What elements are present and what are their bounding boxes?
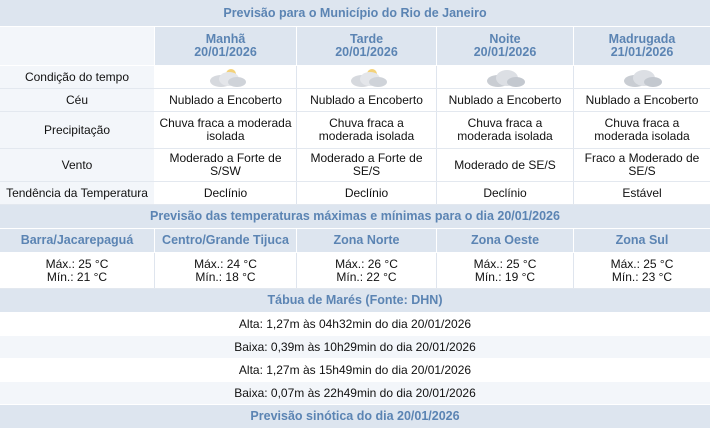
tides-title: Tábua de Marés (Fonte: DHN) xyxy=(0,289,710,312)
precipitacao-value xyxy=(574,112,710,148)
temp-max: Máx.: 26 °C xyxy=(335,256,398,271)
periods-row xyxy=(0,27,710,66)
zone-name: Centro/Grande Tijuca xyxy=(155,229,297,252)
precipitacao-row xyxy=(0,112,710,149)
zone-temps xyxy=(574,253,710,288)
row-label: Céu xyxy=(0,89,155,111)
precipitacao-value xyxy=(155,112,297,148)
temp-max: Máx.: 25 °C xyxy=(610,256,674,271)
weather-icon-cell xyxy=(437,66,574,88)
zones-temps-row xyxy=(0,253,710,289)
temp-min: Mín.: 19 °C xyxy=(474,269,536,284)
value-line: Chuva fraca a xyxy=(604,116,680,130)
period-name: Madrugada xyxy=(608,32,676,46)
temp-min: Mín.: 23 °C xyxy=(611,269,673,284)
vento-row xyxy=(0,149,710,182)
zone-temps xyxy=(155,253,297,288)
tide-entry: Alta: 1,27m às 15h49min do dia 20/01/2026 xyxy=(0,359,710,381)
zone-temps xyxy=(297,253,437,288)
value-line: Moderado a Forte de xyxy=(169,151,282,165)
value-line: SE/S xyxy=(628,164,656,178)
value-line: S/SW xyxy=(210,164,241,178)
value-line: isolada xyxy=(206,129,245,143)
ceu-value: Nublado a Encoberto xyxy=(437,89,574,111)
temps-title-row xyxy=(0,205,710,229)
temp-min: Mín.: 22 °C xyxy=(336,269,397,284)
period-header-manha xyxy=(155,27,297,65)
period-name: Manhã xyxy=(205,32,246,46)
precipitacao-value xyxy=(297,112,437,148)
zone-temps xyxy=(0,253,155,288)
value-line: Chuva fraca a xyxy=(329,116,404,130)
weather-icon-cell xyxy=(297,66,437,88)
cloudy-night-icon xyxy=(482,67,528,87)
tide-entry: Alta: 1,27m às 04h32min do dia 20/01/2026 xyxy=(0,313,710,335)
period-date: 20/01/2026 xyxy=(335,45,398,59)
value-line: Moderado a Forte de xyxy=(310,151,423,165)
sinotica-row xyxy=(0,405,710,429)
vento-value xyxy=(297,149,437,181)
temp-min: Mín.: 21 °C xyxy=(46,269,108,284)
zone-temps xyxy=(437,253,574,288)
ceu-value: Nublado a Encoberto xyxy=(574,89,710,111)
value-line: moderada isolada xyxy=(318,129,415,143)
period-date: 20/01/2026 xyxy=(473,45,537,59)
value-line: Chuva fraca a xyxy=(467,116,543,130)
period-header-tarde xyxy=(297,27,437,65)
tides-title-row xyxy=(0,289,710,313)
temp-min: Mín.: 18 °C xyxy=(195,269,256,284)
tendencia-value: Declínio xyxy=(297,182,437,204)
tide-entry: Baixa: 0,07m às 22h49min do dia 20/01/2026 xyxy=(0,382,710,404)
forecast-title: Previsão para o Município do Rio de Janeiro xyxy=(0,0,710,26)
row-label: Precipitação xyxy=(0,112,155,148)
period-header-madrugada xyxy=(574,27,710,65)
ceu-value: Nublado a Encoberto xyxy=(155,89,297,111)
row-label: Tendência da Temperatura xyxy=(0,182,155,204)
sinotica-title: Previsão sinótica do dia 20/01/2026 xyxy=(0,405,710,428)
zone-name: Zona Oeste xyxy=(437,229,574,252)
tide-row xyxy=(0,336,710,359)
period-date: 21/01/2026 xyxy=(610,45,674,59)
ceu-row xyxy=(0,89,710,112)
period-header-noite xyxy=(437,27,574,65)
tendencia-row xyxy=(0,182,710,205)
temp-max: Máx.: 25 °C xyxy=(45,256,109,271)
tendencia-value: Declínio xyxy=(437,182,574,204)
temp-max: Máx.: 25 °C xyxy=(473,256,537,271)
tide-row xyxy=(0,382,710,405)
zone-name: Barra/Jacarepaguá xyxy=(0,229,155,252)
vento-value xyxy=(155,149,297,181)
value-line: moderada isolada xyxy=(594,129,690,143)
vento-value xyxy=(574,149,710,181)
weather-icon-cell xyxy=(155,66,297,88)
weather-icon-cell xyxy=(574,66,710,88)
value-line: Fraco a Moderado de xyxy=(584,151,700,165)
cloudy-sun-icon xyxy=(203,67,249,87)
tendencia-value: Estável xyxy=(574,182,710,204)
zone-name: Zona Norte xyxy=(297,229,437,252)
forecast-header-row xyxy=(0,0,710,27)
periods-corner xyxy=(0,27,155,65)
cloudy-night-icon xyxy=(619,67,665,87)
tide-row xyxy=(0,313,710,336)
period-date: 20/01/2026 xyxy=(194,45,257,59)
ceu-value: Nublado a Encoberto xyxy=(297,89,437,111)
zones-header-row xyxy=(0,229,710,253)
tide-entry: Baixa: 0,39m às 10h29min do dia 20/01/2026 xyxy=(0,336,710,358)
tendencia-value: Declínio xyxy=(155,182,297,204)
vento-value xyxy=(437,149,574,181)
value-line: Chuva fraca a moderada xyxy=(159,116,292,130)
row-label: Condição do tempo xyxy=(0,66,155,88)
temp-max: Máx.: 24 °C xyxy=(194,256,257,271)
value-line: moderada isolada xyxy=(457,129,553,143)
period-name: Noite xyxy=(489,32,521,46)
zone-name: Zona Sul xyxy=(574,229,710,252)
row-label: Vento xyxy=(0,149,155,181)
tide-row xyxy=(0,359,710,382)
temps-title: Previsão das temperaturas máximas e mínimas para o dia 20/01/2026 xyxy=(0,205,710,228)
condicao-row xyxy=(0,66,710,89)
cloudy-sun-icon xyxy=(344,67,390,87)
period-name: Tarde xyxy=(349,32,384,46)
value-line: Moderado de SE/S xyxy=(454,157,556,172)
value-line: SE/S xyxy=(352,164,381,178)
precipitacao-value xyxy=(437,112,574,148)
